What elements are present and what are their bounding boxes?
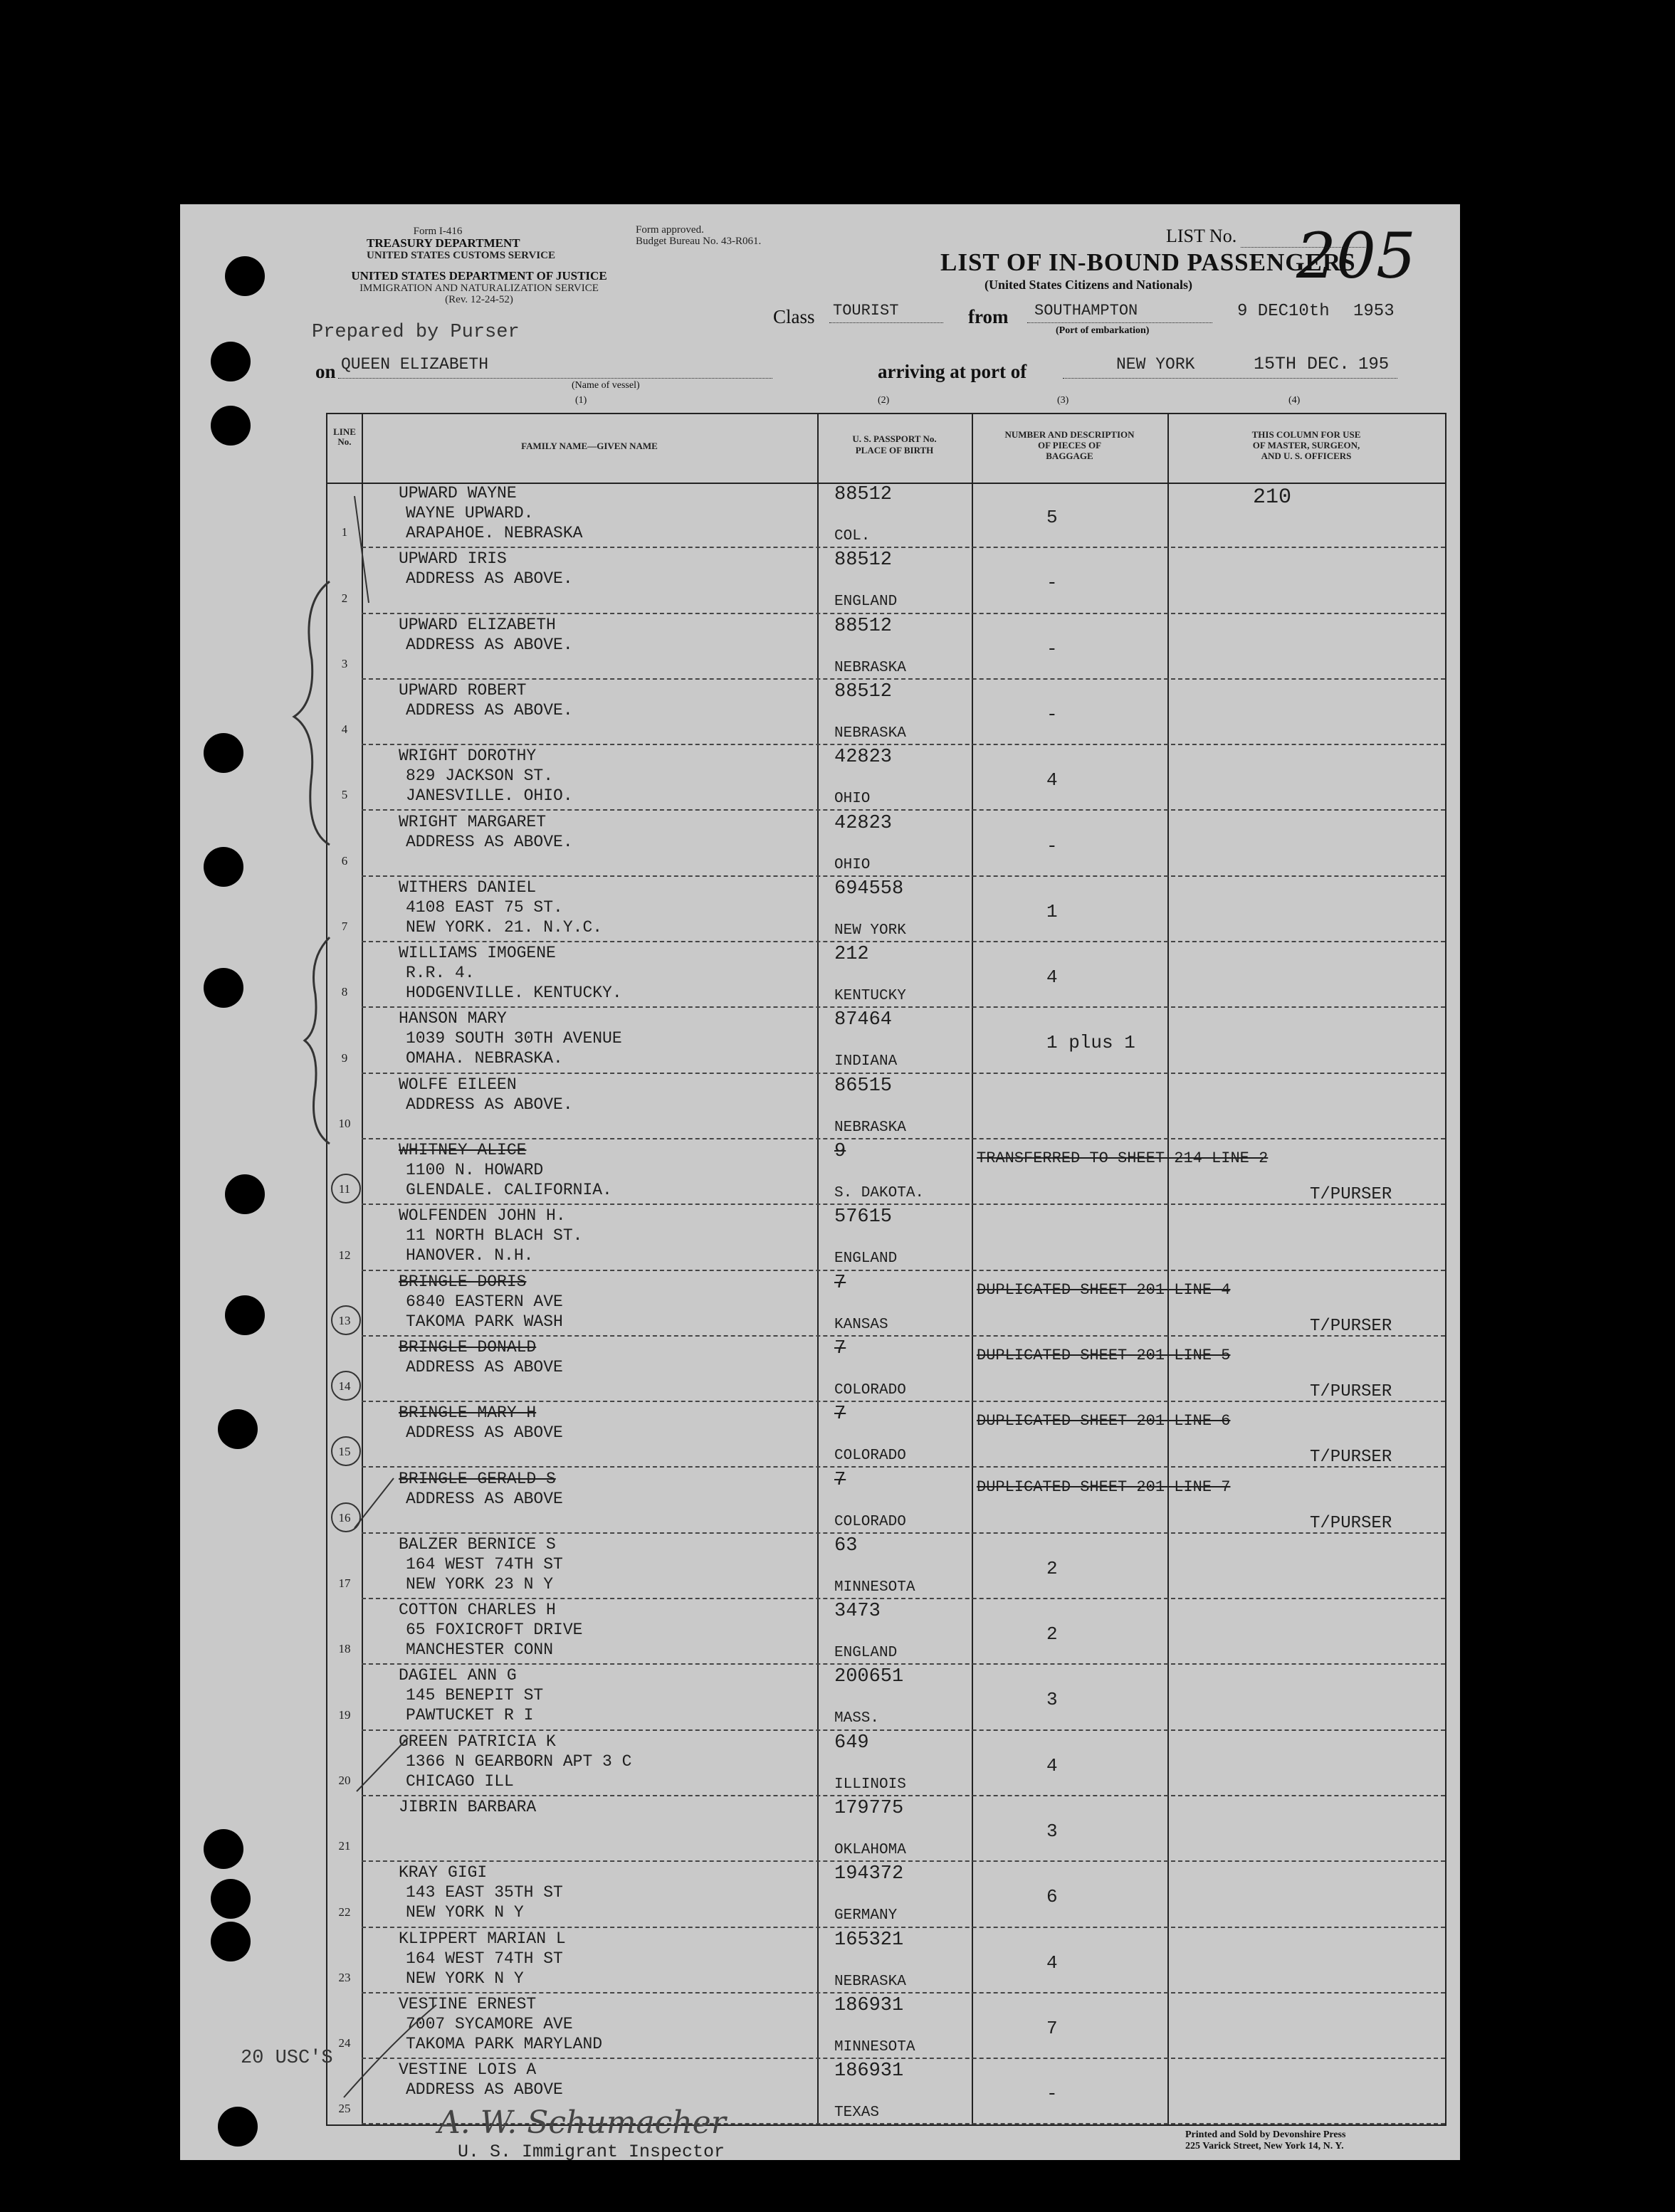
officer-note: T/PURSER — [1310, 1448, 1392, 1468]
line-number: 22 — [338, 1905, 351, 1919]
baggage-note: DUPLICATED SHEET 201 LINE 5 — [977, 1346, 1231, 1364]
place-of-birth: OHIO — [834, 791, 871, 808]
passenger-name: BRINGLE GERALD S — [399, 1469, 556, 1488]
address-line-2: HANOVER. N.H. — [406, 1246, 534, 1265]
passenger-name: WHITNEY ALICE — [399, 1141, 527, 1159]
address-line-2: TAKOMA PARK WASH — [406, 1312, 563, 1331]
passport-number: 86515 — [834, 1075, 893, 1097]
port-embarkation-note: (Port of embarkation) — [1056, 325, 1150, 336]
passenger-name: WILLIAMS IMOGENE — [399, 944, 556, 963]
passport-number: 186931 — [834, 2060, 904, 2082]
place-of-birth: GERMANY — [834, 1907, 898, 1924]
passenger-name: COTTON CHARLES H — [399, 1601, 556, 1620]
address-line-1: ADDRESS AS ABOVE — [406, 2080, 563, 2100]
address-line-1: 1039 SOUTH 30TH AVENUE — [406, 1029, 622, 1048]
address-line-1: 143 EAST 35TH ST — [406, 1883, 563, 1902]
address-line-2: NEW YORK N Y — [406, 1969, 524, 1988]
header-officers: AND U. S. OFFICERS — [1261, 451, 1352, 461]
line-number: 9 — [341, 1050, 348, 1065]
line-number: 20 — [338, 1773, 351, 1787]
place-of-birth: ILLINOIS — [834, 1776, 906, 1793]
class-label: Class — [773, 306, 815, 327]
place-of-birth: NEBRASKA — [834, 1119, 906, 1136]
place-of-birth: NEW YORK — [834, 922, 906, 939]
passport-number: 212 — [834, 944, 869, 966]
address-line-1: 65 FOXICROFT DRIVE — [406, 1621, 583, 1640]
form-approved: Form approved. — [636, 224, 704, 236]
passenger-name: KRAY GIGI — [399, 1863, 488, 1882]
officer-note: 210 — [1253, 485, 1292, 510]
embark-year: 1953 — [1353, 302, 1395, 321]
passport-number: 57615 — [834, 1206, 893, 1228]
header-passport: U. S. PASSPORT No. — [852, 433, 937, 444]
address-line-2: OMAHA. NEBRASKA. — [406, 1049, 563, 1068]
passenger-name: WRIGHT DOROTHY — [399, 747, 537, 766]
passport-number: 694558 — [834, 878, 904, 900]
address-line-1: R.R. 4. — [406, 964, 475, 983]
line-number: 15 — [338, 1445, 351, 1459]
address-line-2: NEW YORK. 21. N.Y.C. — [406, 917, 603, 937]
header-line-no: LINE No. — [333, 426, 356, 447]
line-number: 3 — [341, 656, 348, 670]
baggage-count: 1 plus 1 — [1046, 1032, 1135, 1054]
passenger-name: DAGIEL ANN G — [399, 1666, 517, 1685]
form-title: LIST OF IN-BOUND PASSENGERS — [940, 248, 1356, 276]
passenger-name: VESTINE ERNEST — [399, 1994, 537, 2013]
treasury-department: TREASURY DEPARTMENT — [367, 236, 520, 250]
passport-number: 88512 — [834, 549, 893, 572]
address-line-1: 6840 EASTERN AVE — [406, 1292, 563, 1311]
place-of-birth: OHIO — [834, 856, 871, 873]
place-of-birth: NEBRASKA — [834, 659, 906, 676]
department-of-justice: UNITED STATES DEPARTMENT OF JUSTICE — [351, 269, 607, 283]
col-marker: (3) — [1057, 395, 1069, 406]
passenger-name: BRINGLE DORIS — [399, 1272, 527, 1291]
header-birthplace: PLACE OF BIRTH — [855, 445, 934, 455]
list-no-label: LIST No. — [1166, 226, 1237, 246]
address-line-1: 7007 SYCAMORE AVE — [406, 2014, 573, 2033]
passport-number: 7 — [834, 1469, 846, 1491]
address-line-2: GLENDALE. CALIFORNIA. — [406, 1181, 612, 1199]
header-baggage: NUMBER AND DESCRIPTION — [1004, 429, 1135, 440]
address-line-1: ADDRESS AS ABOVE. — [406, 832, 573, 851]
baggage-count: 4 — [1046, 769, 1058, 791]
address-line-2: NEW YORK 23 N Y — [406, 1574, 554, 1594]
baggage-count: - — [1046, 703, 1058, 725]
address-line-1: 164 WEST 74TH ST — [406, 1554, 563, 1574]
header-baggage: OF PIECES OF — [1037, 440, 1102, 451]
line-number: 19 — [338, 1707, 351, 1722]
passenger-name: UPWARD ELIZABETH — [399, 615, 556, 634]
place-of-birth: ENGLAND — [834, 1645, 898, 1662]
passenger-name: WOLFE EILEEN — [399, 1075, 517, 1094]
address-line-1: 11 NORTH BLACH ST. — [406, 1226, 583, 1245]
address-line-2: HODGENVILLE. KENTUCKY. — [406, 984, 622, 1003]
line-number: 21 — [338, 1839, 351, 1853]
passenger-name: BRINGLE DONALD — [399, 1337, 537, 1357]
passport-number: 7 — [834, 1272, 846, 1294]
customs-service: UNITED STATES CUSTOMS SERVICE — [367, 250, 555, 261]
place-of-birth: MINNESOTA — [834, 2038, 915, 2055]
passport-number: 194372 — [834, 1863, 904, 1885]
line-number: 2 — [341, 591, 348, 605]
place-of-birth: COLORADO — [834, 1513, 906, 1530]
handwritten-marks — [180, 204, 1460, 2160]
inspector-label: U. S. Immigrant Inspector — [458, 2142, 725, 2160]
embark-date: 9 DEC10th — [1237, 302, 1330, 321]
ins-name: IMMIGRATION AND NATURALIZATION SERVICE — [359, 283, 599, 294]
address-line-2: PAWTUCKET R I — [406, 1706, 534, 1725]
baggage-note: TRANSFERRED TO SHEET 214 LINE 2 — [977, 1149, 1269, 1167]
line-number: 17 — [338, 1576, 351, 1591]
vessel-name: QUEEN ELIZABETH — [341, 355, 489, 374]
line-number: 12 — [338, 1248, 351, 1262]
passenger-name: UPWARD WAYNE — [399, 484, 517, 502]
baggage-count: 5 — [1046, 507, 1058, 528]
officer-note: T/PURSER — [1310, 1316, 1392, 1336]
place-of-birth: OKLAHOMA — [834, 1842, 906, 1858]
address-line-2: NEW YORK N Y — [406, 1903, 524, 1922]
line-number: 4 — [341, 722, 348, 737]
address-line-2: ARAPAHOE. NEBRASKA — [406, 524, 583, 542]
passenger-name: JIBRIN BARBARA — [399, 1798, 537, 1816]
place-of-birth: ENGLAND — [834, 1250, 898, 1268]
printer-line-1: Printed and Sold by Devonshire Press — [1185, 2129, 1346, 2140]
passenger-name: WRIGHT MARGARET — [399, 812, 547, 831]
header-officers: THIS COLUMN FOR USE — [1251, 429, 1361, 440]
place-of-birth: COLORADO — [834, 1381, 906, 1399]
place-of-birth: MASS. — [834, 1710, 880, 1727]
place-of-birth: KANSAS — [834, 1316, 888, 1333]
form-sheet — [180, 204, 1460, 2160]
baggage-count: - — [1046, 835, 1058, 857]
budget-bureau: Budget Bureau No. 43-R061. — [636, 236, 762, 247]
baggage-count: - — [1046, 2083, 1058, 2105]
address-line-2: CHICAGO ILL — [406, 1771, 514, 1791]
revision: (Rev. 12-24-52) — [445, 294, 513, 305]
arrival-date: 15TH DEC. — [1254, 354, 1350, 374]
passport-number: 186931 — [834, 1994, 904, 2016]
address-line-1: ADDRESS AS ABOVE. — [406, 569, 573, 589]
place-of-birth: TEXAS — [834, 2105, 880, 2122]
passenger-name: VESTINE LOIS A — [399, 2060, 537, 2080]
address-line-2: MANCHESTER CONN — [406, 1640, 554, 1660]
baggage-count: 7 — [1046, 2017, 1058, 2039]
passport-number: 88512 — [834, 680, 893, 702]
passport-number: 7 — [834, 1403, 846, 1426]
line-number: 16 — [338, 1510, 351, 1524]
passport-number: 649 — [834, 1732, 869, 1754]
address-line-1: 145 BENEPIT ST — [406, 1686, 544, 1705]
baggage-count: 3 — [1046, 1689, 1058, 1711]
line-number: 6 — [341, 853, 348, 868]
address-line-2: JANESVILLE. OHIO. — [406, 786, 573, 806]
baggage-note: DUPLICATED SHEET 201 LINE 4 — [977, 1280, 1231, 1299]
passenger-name: BRINGLE MARY H — [399, 1403, 537, 1423]
header-baggage: BAGGAGE — [1046, 451, 1093, 461]
passport-number: 42823 — [834, 812, 893, 834]
baggage-count: 3 — [1046, 1821, 1058, 1842]
passport-number: 63 — [834, 1534, 858, 1557]
place-of-birth: KENTUCKY — [834, 988, 906, 1005]
usc-count: 20 USC'S — [241, 2048, 333, 2069]
baggage-count: 4 — [1046, 1754, 1058, 1776]
place-of-birth: NEBRASKA — [834, 1973, 906, 1990]
baggage-count: 4 — [1046, 967, 1058, 989]
inspector-signature: A. W. Schumacher — [438, 2105, 726, 2141]
address-line-1: ADDRESS AS ABOVE. — [406, 1095, 573, 1114]
from-value: SOUTHAMPTON — [1034, 302, 1138, 320]
place-of-birth: COL. — [834, 528, 871, 544]
place-of-birth: ENGLAND — [834, 594, 898, 611]
printer-line-2: 225 Varick Street, New York 14, N. Y. — [1185, 2141, 1344, 2152]
address-line-1: 164 WEST 74TH ST — [406, 1949, 563, 1968]
arriving-port: NEW YORK — [1116, 355, 1195, 374]
passport-number: 179775 — [834, 1798, 904, 1819]
on-label: on — [315, 361, 336, 382]
line-number: 7 — [341, 920, 348, 934]
place-of-birth: INDIANA — [834, 1053, 898, 1070]
passenger-name: UPWARD ROBERT — [399, 680, 527, 700]
col-marker: (2) — [878, 395, 890, 406]
officer-note: T/PURSER — [1310, 1513, 1392, 1533]
place-of-birth: NEBRASKA — [834, 725, 906, 742]
passport-number: 9 — [834, 1141, 846, 1162]
baggage-note: DUPLICATED SHEET 201 LINE 6 — [977, 1412, 1231, 1431]
baggage-count: - — [1046, 638, 1058, 660]
line-number: 18 — [338, 1642, 351, 1656]
header-name: FAMILY NAME—GIVEN NAME — [521, 441, 658, 451]
line-number: 13 — [338, 1313, 351, 1327]
baggage-count: 2 — [1046, 1557, 1058, 1579]
baggage-note: DUPLICATED SHEET 201 LINE 7 — [977, 1478, 1231, 1496]
line-number: 14 — [338, 1379, 351, 1394]
prepared-by: Prepared by Purser — [312, 322, 520, 343]
line-number: 5 — [341, 788, 348, 802]
place-of-birth: MINNESOTA — [834, 1579, 915, 1596]
line-number: 23 — [338, 1970, 351, 1984]
line-number: 8 — [341, 985, 348, 999]
place-of-birth: S. DAKOTA. — [834, 1185, 925, 1201]
baggage-count: - — [1046, 572, 1058, 594]
header-officers: OF MASTER, SURGEON, — [1252, 440, 1360, 451]
officer-note: T/PURSER — [1310, 1185, 1392, 1204]
line-number: 11 — [338, 1182, 351, 1196]
place-of-birth: COLORADO — [834, 1448, 906, 1465]
from-label: from — [968, 306, 1009, 327]
passenger-name: WOLFENDEN JOHN H. — [399, 1206, 566, 1226]
arrival-year: 195 — [1358, 355, 1390, 374]
address-line-1: ADDRESS AS ABOVE. — [406, 700, 573, 720]
passenger-name: GREEN PATRICIA K — [399, 1732, 556, 1751]
passenger-name: HANSON MARY — [399, 1009, 507, 1028]
address-line-1: ADDRESS AS ABOVE — [406, 1423, 563, 1443]
line-number: 24 — [338, 2036, 351, 2050]
baggage-count: 2 — [1046, 1623, 1058, 1645]
address-line-1: ADDRESS AS ABOVE. — [406, 635, 573, 654]
passport-number: 87464 — [834, 1009, 893, 1031]
baggage-count: 4 — [1046, 1952, 1058, 1974]
baggage-count: 1 — [1046, 900, 1058, 922]
address-line-2: TAKOMA PARK MARYLAND — [406, 2034, 603, 2053]
address-line-1: 1366 N GEARBORN APT 3 C — [406, 1752, 632, 1771]
passenger-name: BALZER BERNICE S — [399, 1534, 556, 1554]
baggage-count: 6 — [1046, 1886, 1058, 1908]
passenger-name: KLIPPERT MARIAN L — [399, 1929, 566, 1948]
passport-number: 42823 — [834, 747, 893, 769]
passenger-name: WITHERS DANIEL — [399, 878, 537, 897]
col-marker: (1) — [575, 395, 587, 406]
officer-note: T/PURSER — [1310, 1381, 1392, 1401]
form-number: Form I-416 — [413, 226, 463, 237]
address-line-1: 4108 EAST 75 ST. — [406, 897, 563, 917]
line-number: 25 — [338, 2102, 351, 2116]
class-value: TOURIST — [833, 302, 899, 320]
line-number: 1 — [341, 525, 348, 539]
address-line-1: 1100 N. HOWARD — [406, 1161, 544, 1179]
vessel-note: (Name of vessel) — [572, 380, 640, 391]
address-line-1: ADDRESS AS ABOVE — [406, 1489, 563, 1508]
col-marker: (4) — [1288, 395, 1301, 406]
arriving-label: arriving at port of — [878, 361, 1027, 382]
form-subtitle: (United States Citizens and Nationals) — [984, 278, 1193, 292]
address-line-1: ADDRESS AS ABOVE — [406, 1357, 563, 1376]
passport-number: 3473 — [834, 1601, 881, 1623]
passenger-name: UPWARD IRIS — [399, 549, 507, 569]
passport-number: 200651 — [834, 1666, 904, 1688]
passport-number: 165321 — [834, 1929, 904, 1951]
passport-number: 88512 — [834, 615, 893, 637]
list-no-value: 205 — [1296, 219, 1416, 293]
address-line-1: 829 JACKSON ST. — [406, 767, 554, 786]
address-line-1: WAYNE UPWARD. — [406, 504, 534, 522]
line-number: 10 — [338, 1116, 351, 1130]
passport-number: 88512 — [834, 484, 893, 505]
passport-number: 7 — [834, 1337, 846, 1359]
